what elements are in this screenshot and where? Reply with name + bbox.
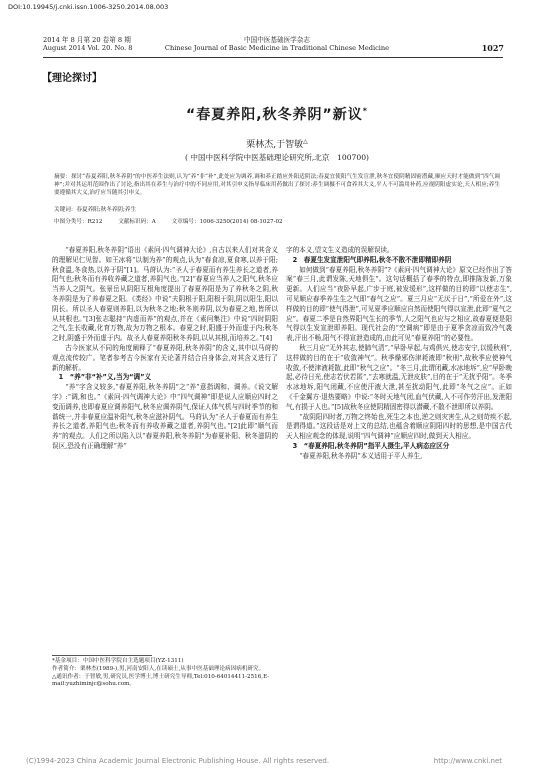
copyright-text: (C)1994-2023 China Academic Journal Electronic Publishing House. All rights reserved. [26,757,330,765]
section-label: 【理论探讨】 [42,73,102,84]
keywords: 关键词：春夏养阳;秋冬养阴;养生 [54,207,137,213]
title-text: “春夏养阳,秋冬养阴”新议 [186,107,363,123]
footnote-rule [52,655,152,656]
paragraph: 秋三月应“无外其志,使肺气清”,“早卧早起,与鸡俱兴,使志安宁,以缓秋刑”,这样做的目的在于“收敛神气”。秋季燥邪伤津耗液即“秋刑”,故秋季应使神气收敛,不使津液耗散,此即“秋气之应”。“冬三月,此谓闭藏,水冰地坼”,应“早卧晚起,必待日光,使志若伏若匿”,“去寒就温,无泄皮肤”,目的在于“无扰乎阳”。冬季水冰地坼,阳气闭藏,不应使汗液大泄,甚至扰动阳气,此即“冬气之应”。正如《千金翼方·退热要略》中说:“冬时天地气闭,血气伏藏,人不可作劳汗出,发泄阳气,有损于人也。”[5]故秋冬应使阴精固密得以潜藏,不散不泄即所以养阴。 [286,343,512,411]
fund-note: *基金项目：中国中医科学院自主选题项目(YZ-1311) [52,658,184,664]
issue-info [43,36,133,52]
journal-en: Chinese Journal of Basic Medicine in Traditional Chinese Medicine [164,44,390,52]
author-names: 栗林杰,于智敏 [246,140,304,150]
affiliation: ( 中国中医科学院中医基础理论研究所,北京 100700) [184,153,370,162]
section-heading-2: 2 春夏生发宣泄阳气即养阳,秋冬不散不泄即精即养阴 [292,255,452,264]
doi-line: DOI:10.19945/j.cnki.issn.1006-3250.2014.08.003 [8,3,169,11]
authors [43,137,511,150]
left-column [52,246,278,452]
journal-cn: 中国中医基础医学杂志 [244,36,310,44]
contact-note: △通讯作者：于智敏,男,研究员,医学博士,博士研究生导师,Tel:010-64014411-2516,E-mail:yuzhiminjc@sohu.com。 [52,673,270,688]
issue-en: August 2014 Vol. 20. No. 8 [43,44,133,52]
article-id: 文章编号：1006-3250(2014) 08-1027-02 [171,219,283,225]
issue-cn: 2014 年 8 月第 20 卷第 8 期 [43,36,131,44]
doc-code: 文献标识码：A [118,219,156,225]
paragraph: 如何做到“春夏养阳,秋冬养阴”?《素问·四气调神大论》原文已经作出了答案“春三月,此谓发陈,天地俱生”。这句话概括了春季的特点,即推陈发新,万象更新。人们应当“夜卧早起,广步于庭,被发缓形”,这样做的目的即“以使志生”,可见顺应春季养生生之气即“春气之应”。夏三月应“无厌于日”,“所爱在外”,这样做的目的即“使气得泄”,可见夏季应顺应自然而使阳气得以宣泄,此即“夏气之应”。春夏二季是自然界阳气生长的季节,人之阳气也应与之相应,故春夏便是阳气得以生发宣泄即养阳。现代社会的“空调病”即是由于夏季贪凉而致冷气袭表,汗出不畅,阳气不得宣泄造成的,由此可见“春夏养阳”的必要性。 [286,265,512,343]
section-heading-3: 3 “春夏养阳,秋冬养阴”指平人摄生,平人病态应区分 [292,441,450,450]
right-column [286,246,512,462]
cnki-link[interactable]: http://www.cnki.net [433,757,502,765]
paragraph: 古今医家从不同的角度阐释了“春夏养阳,秋冬养阴”的含义,其中以马莳的观点流传较广。笔者参考古今医家有关论著并结合自身体会,对其含义进行了新的解析。 [52,343,278,372]
header-rule [43,57,503,58]
abstract: 摘要：探讨“春夏养阳,秋冬养阴”的中医养生法则,认为“养”非“补”,此处应为调养,调和养正踏应外阳适阴法;春夏宜使阳气生发宣泄,秋冬宜使阴精固密潜藏,顺应天时才能做到“四气调神”;并对其运用范围作出了讨论,指出其在养生与治疗中的不同应用,对其引申义指导临床用药做出了探讨:养生调摄不可食养其大义,平人不可滥用补药,应视阴阳虚实论,天人相应;养生要遵循其大义,治疗应当随其引申义。 [54,174,500,196]
title-mark: * [362,106,368,116]
author-mark: △ [303,138,308,145]
author-note: 作者简介：栗林杰(1989-),男,河南安阳人,在读硕士,从事中医基础理论病因病机研究。 [52,665,265,672]
footnotes [52,658,278,689]
paragraph: 字的本义,望文生义造成的误解误读。 [286,246,394,254]
section-heading-1: 1 “养”非“补”义,当为“调”义 [58,373,152,382]
journal-name [150,36,404,52]
clc-number: 中图分类号：R212 [54,219,103,225]
paragraph: “养”字含义较多,“春夏养阳,秋冬养阴”之“养”意指调和、调养。《说文解字》:“调,和也。”《素问·四气调神大论》中“四气调神”即是说人应顺应四时之变而调养,也即春夏应调养阳气,秋冬应调养阴气,保证人体气机与四时季节的和谐统一,并非春夏应温补阳气,秋冬应滋补阴气。马莳认为“圣人于春夏而有养生养长之道者,养阳气也;秋冬而有养收养藏之道者,养阴气也。”[2]此即“顺气而养”的观点。人们之所以陷入以“春夏养阳,秋冬养阴”为春夏补阳、秋冬滋阴的误区,恐没有正确理解“养” [52,383,278,450]
paragraph: “春夏养阳,秋冬养阴”语出《素问·四气调神大论》,自古以来人们对其含义的理解见仁见智。如王冰将“以制为养”的观点,认为“春食凉,夏食寒,以养于阳;秋食温,冬食热,以养于阴”[1]。马莳认为:“圣人于春夏而有养生养长之道者,养阳气也;秋冬而有养收养藏之道者,养阴气也。”[2]“春夏应当养人之阳气,秋冬应当养人之阴气。张景岳从阴阳互根角度提出了春夏养阳是为了养秋冬之阴,秋冬养阴是为了养春夏之阳。《类经》中说“夫阴根于阳,阳根于阴,阴以阳生,阳以阴长。所以圣人春夏则养阳,以为秋冬之地;秋冬则养阴,以为春夏之地,皆所以从其根也。”[3]张志聪持“内虚而养”的观点,并在《素问集注》中说“四时阴阳之气,生长收藏,化育万物,故为万物之根本。春夏之时,阳盛于外而虚于内;秋冬之时,阴盛于外而虚于内。故圣人春夏养阳秋冬养阴,以从其根,而培养之。”[4] [52,246,278,343]
paragraph: “故阴阳四时者,万物之终始也,死生之本也,逆之则灾害生,从之则苛疾不起,是谓得道。”这段话是对上文的总结,也蕴含着顺应阴阳四时的思想,是中国古代天人相应观念的体现,说明“四气调神”应顺应四时,做到天人相应。 [286,412,512,441]
article-meta [54,219,500,227]
paragraph: “春夏养阳,秋冬养阴”本义适用于平人养生, [299,451,423,460]
page-number: 1027 [481,43,504,53]
article-title [43,104,511,124]
